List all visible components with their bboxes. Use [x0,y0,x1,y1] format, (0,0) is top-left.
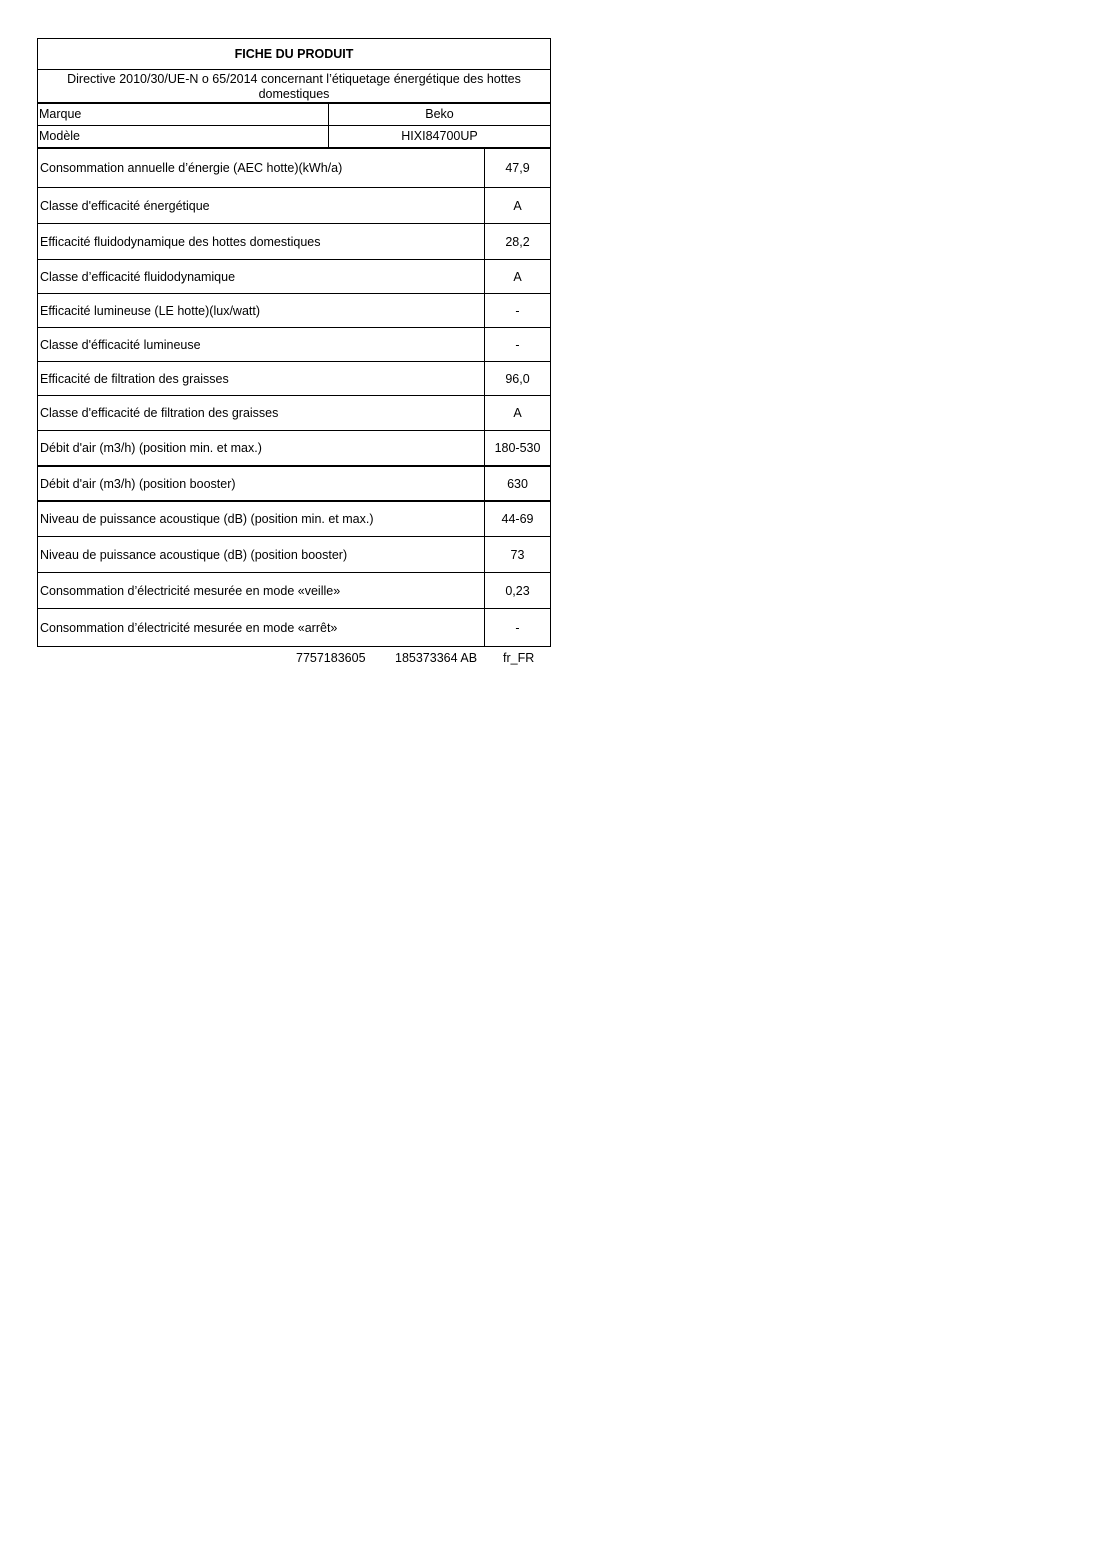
spec-row [38,188,550,224]
footer-code-1: 7757183605 [296,651,366,665]
spec-label: Consommation d’électricité mesurée en mode «arrêt» [38,609,485,646]
spec-row [38,537,550,573]
spec-label: Consommation d’électricité mesurée en mode «veille» [38,573,485,608]
product-fiche-table [37,38,551,647]
spec-label: Efficacité fluidodynamique des hottes domestiques [38,224,485,259]
spec-label: Débit d'air (m3/h) (position min. et max.) [38,431,485,465]
fiche-title: FICHE DU PRODUIT [38,39,550,70]
spec-value: 47,9 [505,161,530,175]
spec-row [38,502,550,537]
spec-label: Efficacité de filtration des graisses [38,362,485,395]
spec-value: 96,0 [505,371,530,386]
spec-row [38,609,550,646]
spec-label: Classe d’efficacité fluidodynamique [38,260,485,293]
spec-value: 44-69 [501,512,534,526]
spec-label: Classe d'éfficacité lumineuse [38,328,485,361]
footer-locale: fr_FR [503,651,535,665]
spec-row [38,467,550,502]
spec-row [38,431,550,467]
document-footer [37,651,551,667]
spec-row [38,573,550,609]
directive-text: Directive 2010/30/UE-N o 65/2014 concernant l’étiquetage énergétique des hottes domestiques [38,70,550,104]
spec-value: 180-530 [494,441,541,455]
spec-label: Classe d'efficacité de filtration des graisses [38,396,485,430]
spec-value: - [515,303,520,318]
spec-label: Consommation annuelle d’énergie (AEC hotte)(kWh/a) [38,149,485,187]
spec-value: 28,2 [505,234,530,249]
spec-value: - [515,337,520,352]
spec-row [38,294,550,328]
spec-label: Niveau de puissance acoustique (dB) (position booster) [38,537,485,572]
spec-value: A [513,406,522,420]
model-label: Modèle [38,126,329,147]
model-row [38,126,550,149]
spec-value: 73 [510,547,525,562]
brand-label: Marque [38,104,329,125]
spec-row [38,362,550,396]
spec-value: A [513,198,522,213]
spec-row [38,396,550,431]
brand-value: Beko [425,107,454,121]
spec-value: - [515,620,520,635]
spec-row [38,149,550,188]
spec-label: Niveau de puissance acoustique (dB) (position min. et max.) [38,502,485,536]
footer-code-2: 185373364 AB [395,651,478,665]
spec-row [38,260,550,294]
spec-label: Classe d'efficacité énergétique [38,188,485,223]
model-value: HIXI84700UP [401,129,478,143]
spec-label: Débit d'air (m3/h) (position booster) [38,467,485,500]
brand-row [38,104,550,126]
spec-value: A [513,269,522,284]
spec-row [38,328,550,362]
spec-value: 0,23 [505,583,530,598]
spec-row [38,224,550,260]
spec-label: Efficacité lumineuse (LE hotte)(lux/watt) [38,294,485,327]
product-fiche [37,38,551,647]
spec-value: 630 [507,476,528,491]
